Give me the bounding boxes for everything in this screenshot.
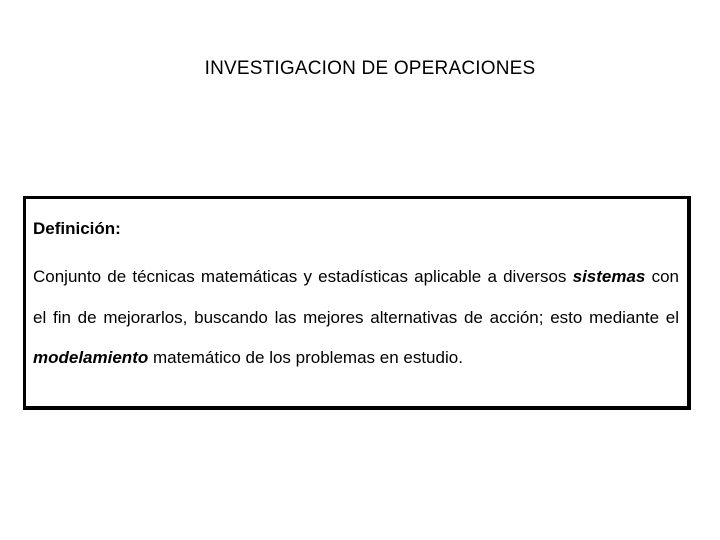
definition-box bbox=[23, 196, 691, 410]
definition-heading: Definición: bbox=[33, 219, 121, 238]
keyword-sistemas: sistemas bbox=[572, 267, 646, 286]
slide-title: INVESTIGACION DE OPERACIONES bbox=[204, 58, 536, 79]
keyword-modelamiento: modelamiento bbox=[33, 348, 149, 367]
definition-text-part-2: con el fin de mejorarlos, buscando las mejores alternativas de acción; esto mediante el bbox=[33, 267, 679, 327]
definition-text bbox=[33, 257, 679, 379]
definition-text-part-1: Conjunto de técnicas matemáticas y estadísticas aplicable a diversos bbox=[33, 267, 573, 286]
definition-text-part-3: matemático de los problemas en estudio. bbox=[148, 348, 463, 367]
